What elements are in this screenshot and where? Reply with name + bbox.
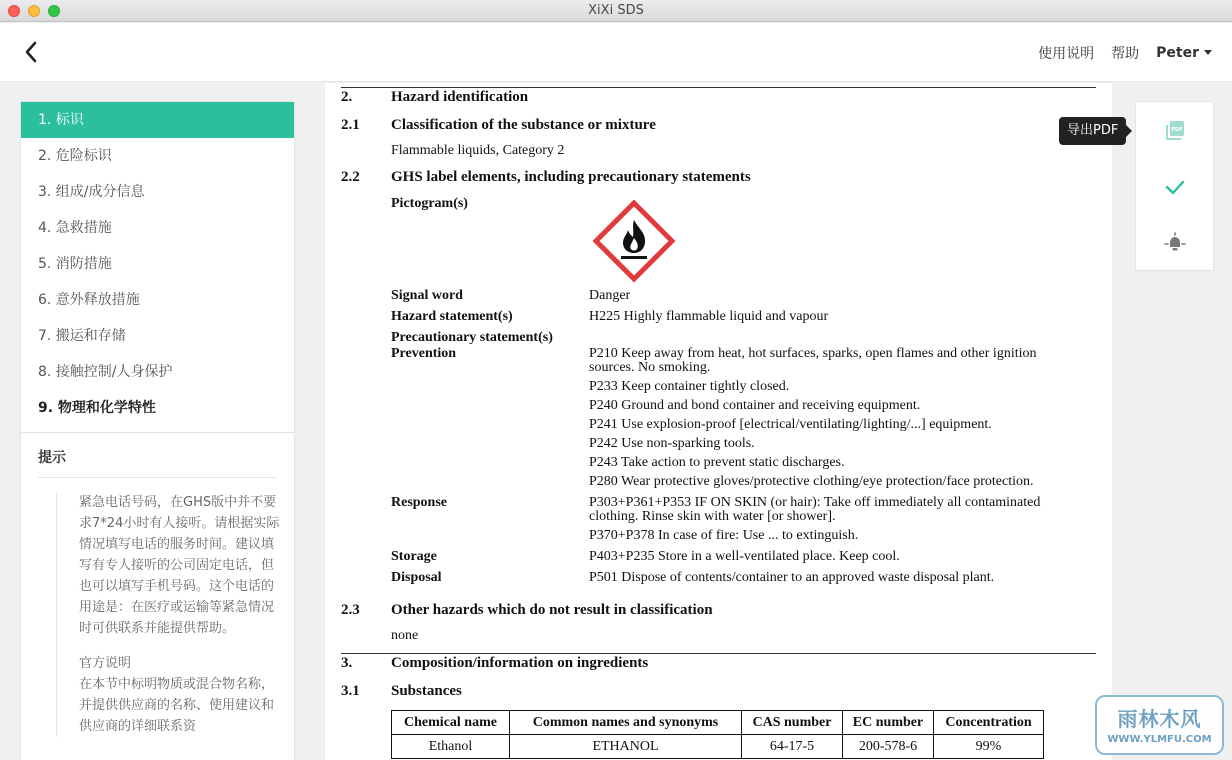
precaution-statement: P242 Use non-sparking tools. [589,436,755,451]
column-header: Chemical name [392,711,510,735]
precaution-statement: P303+P361+P353 IF ON SKIN (or hair): Take off immediately all contaminated clothing. Rinse skin with water [or shower]. [589,495,1041,524]
export-pdf-tooltip: 导出PDF [1059,117,1126,145]
tips-paragraph: 紧急电话号码，在GHS版中并不要求7*24小时有人接听。请根据实际情况填写电话的服务时间。建议填写有专人接听的公司固定电话，但也可以填写手机号码。这个电话的用途是：在医疗或运输等紧急情况时可供联系并能提供帮助。 [79,495,280,636]
watermark-logo [1095,695,1224,755]
lightbulb-icon [1163,232,1187,256]
nav-item-firefighting[interactable]: 5. 消防措施 [38,256,112,272]
nav-item-identification[interactable]: 1. 标识 [21,102,294,138]
section-number: 3.1 [341,683,360,699]
checkmark-icon [1164,176,1186,198]
disposal-label: Disposal [391,570,442,585]
prevention-label: Prevention [391,346,457,361]
table-cell: 64-17-5 [742,735,843,759]
signal-word-label: Signal word [391,288,463,303]
section-nav [20,101,295,760]
column-header: Concentration [934,711,1044,735]
help-link[interactable]: 帮助 [1111,45,1140,62]
caret-down-icon [1204,50,1212,55]
section-number: 2.3 [341,602,360,618]
column-header: CAS number [742,711,843,735]
nav-item-physical-chemical[interactable]: 9. 物理和化学特性 [38,400,156,416]
chevron-left-icon [20,39,44,65]
precaution-statement: P280 Wear protective gloves/protective clothing/eye protection/face protection. [589,474,1034,489]
section-number: 2.1 [341,117,360,133]
window-minimize-button[interactable] [28,5,40,17]
section-number: 3. [341,655,353,671]
action-toolbar [1135,101,1214,271]
pdf-icon [1164,119,1186,141]
classification-value: Flammable liquids, Category 2 [391,143,565,158]
signal-word-value: Danger [589,288,631,303]
window-maximize-button[interactable] [48,5,60,17]
back-button[interactable] [20,39,44,65]
pictogram-label: Pictogram(s) [391,196,468,211]
tips-paragraph: 官方说明 在本节中标明物质或混合物名称，并提供供应商的名称、使用建议和供应商的详细联系资 [79,656,275,734]
table-cell: 99% [934,735,1044,759]
nav-item-handling-storage[interactable]: 7. 搬运和存储 [38,328,126,344]
user-menu[interactable] [1156,45,1212,61]
nav-item-accidental-release[interactable]: 6. 意外释放措施 [38,292,140,308]
sds-document [325,83,1112,760]
storage-label: Storage [391,549,437,564]
validate-button[interactable] [1136,159,1213,215]
section-title: Other hazards which do not result in classification [391,602,713,618]
watermark-url: WWW.YLMFU.COM [1107,734,1212,745]
section-title: Classification of the substance or mixture [391,117,656,133]
app-header [0,23,1232,82]
precaution-statement: P241 Use explosion-proof [electrical/ventilating/lighting/...] equipment. [589,417,992,432]
table-header-row [392,711,1044,735]
section-title: Substances [391,683,462,699]
section-title: Hazard identification [391,89,529,105]
precautionary-label: Precautionary statement(s) [391,330,553,345]
hazard-statement-value: H225 Highly flammable liquid and vapour [589,309,829,324]
table-row [392,735,1044,759]
window-close-button[interactable] [8,5,20,17]
svg-text:PDF: PDF [1170,127,1183,133]
precaution-statement: P240 Ground and bond container and receiving equipment. [589,398,921,413]
tips-title: 提示 [38,450,66,466]
storage-statement: P403+P235 Store in a well-ventilated place. Keep cool. [589,549,900,564]
hazard-statement-label: Hazard statement(s) [391,309,513,324]
window-title: XiXi SDS [588,3,644,18]
nav-item-hazard[interactable]: 2. 危险标识 [38,148,112,164]
nav-item-exposure-controls[interactable]: 8. 接触控制/人身保护 [38,364,173,380]
response-label: Response [391,495,448,510]
precaution-statement: P210 Keep away from heat, hot surfaces, sparks, open flames and other ignition sources. No smoking. [589,346,1037,375]
other-hazards-value: none [391,628,419,643]
window-titlebar [0,0,1232,22]
user-guide-link[interactable]: 使用说明 [1038,45,1095,62]
export-pdf-button[interactable] [1136,102,1213,158]
precaution-statement: P370+P378 In case of fire: Use ... to extinguish. [589,528,859,543]
disposal-statement: P501 Dispose of contents/container to an approved waste disposal plant. [589,570,995,585]
column-header: Common names and synonyms [510,711,742,735]
user-name: Peter [1156,44,1199,61]
watermark-title: 雨林木风 [1117,707,1202,731]
nav-item-first-aid[interactable]: 4. 急救措施 [38,220,112,236]
table-cell: ETHANOL [510,735,742,759]
column-header: EC number [843,711,934,735]
precaution-statement: P243 Take action to prevent static discharges. [589,455,845,470]
table-cell: 200-578-6 [843,735,934,759]
section-number: 2.2 [341,169,360,185]
tips-body [56,492,281,737]
section-title: GHS label elements, including precautionary statements [391,169,751,185]
precaution-statement: P233 Keep container tightly closed. [589,379,790,394]
ingredients-table [391,710,1044,759]
section-number: 2. [341,89,353,105]
tips-toggle-button[interactable] [1136,216,1213,272]
flame-pictogram-icon [593,200,675,282]
nav-item-composition[interactable]: 3. 组成/成分信息 [38,184,145,200]
section-title: Composition/information on ingredients [391,655,649,671]
table-cell: Ethanol [392,735,510,759]
